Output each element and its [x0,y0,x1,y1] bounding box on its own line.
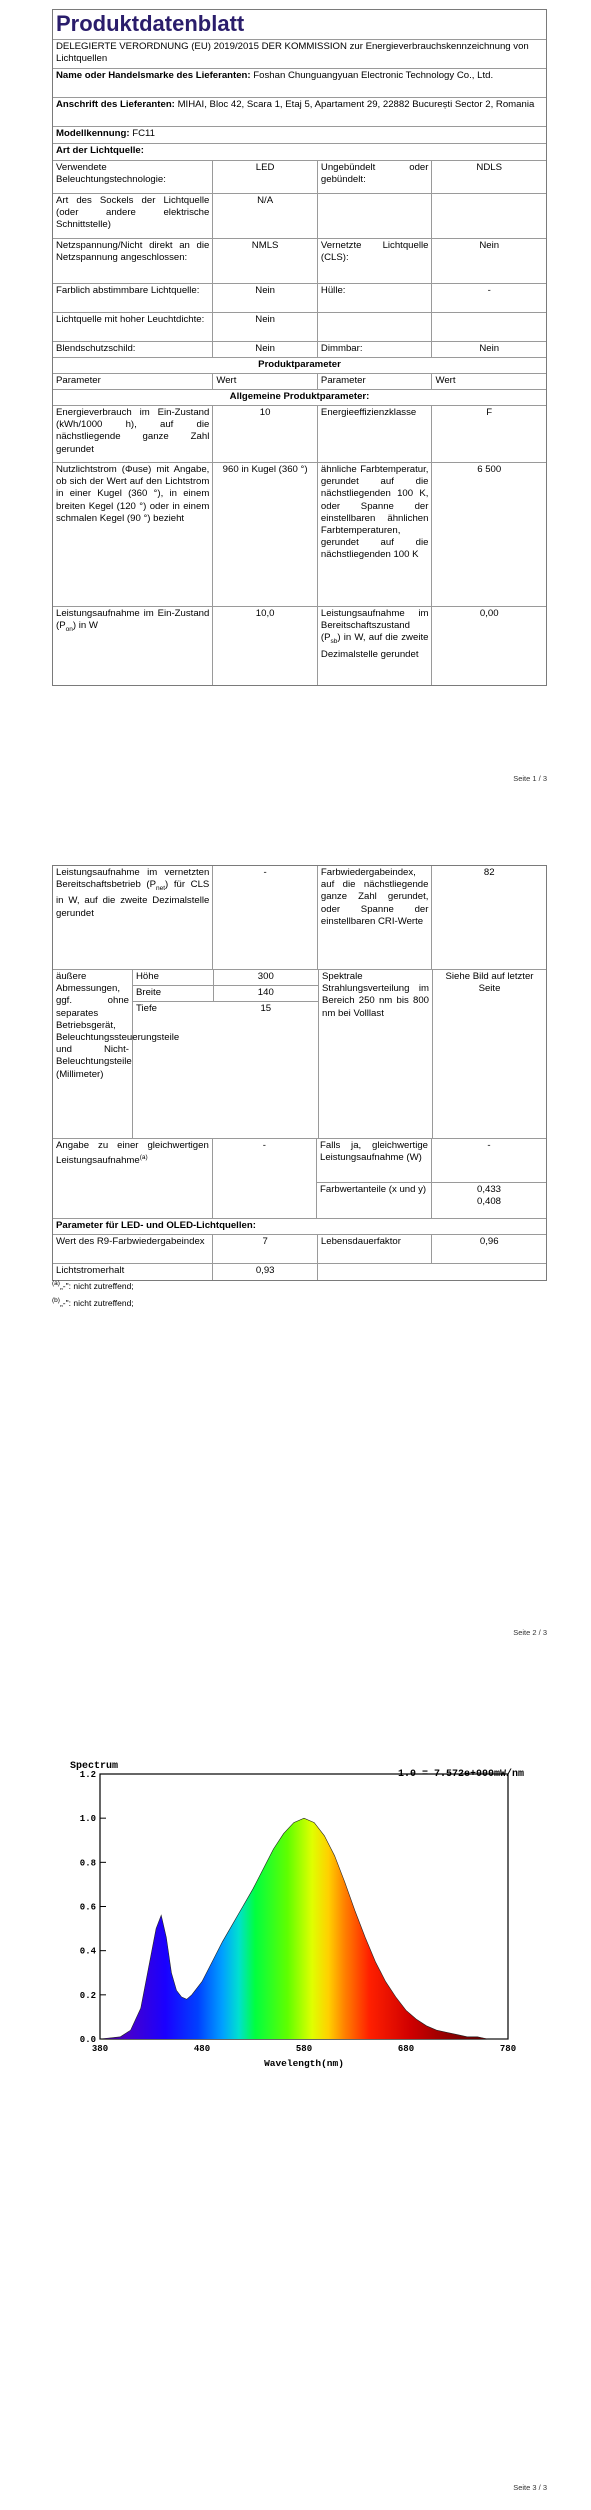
type-label: Art des Sockels der Lichtquelle (oder andere elektrische Schnittstelle) [53,194,213,238]
type-value: Nein [479,240,500,251]
dimensions-label: äußere Abmessungen, ggf. ohne separates Betriebsgerät, Beleuchtungssteuerungsteile und Nicht-Beleuchtungsteile (Millimeter) [53,970,133,1138]
type-value: Nein [213,284,318,312]
params-header-row [53,374,546,390]
dimension-value: 140 [257,987,274,998]
param-label: Lichtstromerhalt [53,1264,213,1280]
type-label: Hülle: [318,284,433,312]
param-label: Energieeffizienzklasse [318,406,433,462]
type-row [53,239,546,284]
header-parameter: Parameter [318,374,433,389]
type-row [53,284,546,313]
general-params-title: Allgemeine Produktparameter: [229,391,370,402]
equivalent-value: - [213,1139,317,1218]
param-label: ähnliche Farbtemperatur, gerundet auf die nächstliegenden 100 K, oder Spanne der einstellbaren ähnlichen Farbtemperaturen, gerundet auf die nächstliegenden 100 K [318,463,433,606]
dimension-value: 300 [257,971,274,982]
dimension-item [133,970,318,986]
supplier-address-label: Anschrift des Lieferanten: [56,99,175,110]
product-data-table-1 [52,9,547,686]
dimension-value: 15 [260,1003,272,1014]
param-value: 10 [213,406,318,462]
y-tick-label: 1.2 [79,1770,96,1780]
type-value: NDLS [476,162,503,173]
type-value [432,313,546,341]
param-value: 0,96 [479,1236,499,1247]
equivalent-row [53,1139,546,1219]
param-label: Wert des R9-Farbwiedergabeindex [53,1235,213,1263]
type-row [53,194,546,239]
supplier-address-row [53,98,546,126]
supplier-name-label: Name oder Handelsmarke des Lieferanten: [56,70,251,81]
dimension-item [133,986,318,1002]
y-tick-label: 0.2 [79,1990,96,2001]
equivalent-label: Angabe zu einer gleichwertigen Leistungsaufnahme$^{(a)}$ [53,1139,213,1218]
type-label: Vernetzte Lichtquelle (CLS): [318,239,433,283]
type-value: Nein [213,313,318,341]
param-value: 960 in Kugel (360 °) [213,463,318,606]
type-label [318,194,433,238]
chromaticity-label: Farbwertanteile (x und y) [317,1183,432,1218]
chart-annotation: 1.0 = 7.572e+000mW/nm [398,1769,525,1780]
type-value: N/A [213,194,318,238]
x-tick-label: 380 [91,2044,109,2054]
param-value: F [486,407,493,418]
y-tick-label: 1.0 [79,1814,96,1825]
param-value: 0,93 [213,1264,318,1280]
x-tick-label: 580 [295,2044,313,2054]
header-value: Wert [213,374,318,389]
header-parameter: Parameter [53,374,213,389]
supplier-name-value: Foshan Chunguangyuan Electronic Technology Co., Ltd. [253,70,494,81]
chart-title: Spectrum [70,1761,119,1772]
dimension-item [133,1002,318,1018]
light-source-type-label: Art der Lichtquelle: [56,145,144,156]
type-value: Nein [479,343,500,354]
model-value: FC11 [132,128,155,139]
empty-cell [318,1264,546,1280]
param-label: Leistungsaufnahme im Bereitschaftszustand $(P_{sb})$ in W, auf die zweite Dezimalstelle gerundet [318,607,433,685]
param-label: Farbwiedergabeindex, auf die nächstliegende ganze Zahl gerundet, oder Spanne der einstellbaren CRI-Werte [318,866,433,969]
page-number: Seite 2 / 3 [513,1628,547,1637]
led-params-title: Parameter für LED- und OLED-Lichtquellen: [56,1220,256,1231]
dimension-name: Tiefe [136,1003,157,1014]
param-row [53,607,546,685]
product-data-table-2 [52,865,547,1281]
param-row [53,463,546,607]
param-label: Nutzlichtstrom (Φuse) mit Angabe, ob sich der Wert auf den Lichtstrom in einer Kugel (360 °), in einem breiten Kegel (120 °) oder in einem schmalen Kegel (90 °) bezieht [53,463,213,606]
equivalent-power-value: - [487,1140,491,1151]
y-tick-label: 0.8 [79,1858,96,1869]
y-tick-label: 0.6 [79,1902,96,1913]
y-tick-label: 0.4 [79,1946,96,1957]
param-row [53,406,546,463]
equivalent-sub [317,1139,546,1218]
param-value: 7 [213,1235,318,1263]
type-value: - [487,285,491,296]
dimensions-row [53,970,546,1139]
x-tick-label: 780 [499,2044,517,2054]
type-label: Lichtquelle mit hoher Leuchtdichte: [53,313,213,341]
page-2 [0,830,591,1660]
type-row [53,161,546,194]
dimension-name: Breite [133,986,214,1001]
supplier-address-value: MIHAI, Bloc 42, Scara 1, Etaj 5, Apartament 29, 22882 București Sector 2, Romania [177,99,535,110]
page-3 [0,1660,591,2510]
type-label: Blendschutzschild: [53,342,213,357]
param-value: 0,00 [479,608,499,619]
header-value: Wert [435,375,456,386]
param-row [53,1235,546,1264]
x-axis-label: Wavelength(nm) [264,2058,344,2069]
chromaticity-values: 0,433 0,408 [476,1184,501,1208]
param-row [53,1264,546,1280]
page-1 [0,0,591,800]
type-label: Dimmbar: [318,342,433,357]
param-row [53,866,546,970]
model-label: Modellkennung: [56,128,130,139]
type-value: Nein [213,342,318,357]
equivalent-power-label: Falls ja, gleichwertige Leistungsaufnahme (W) [317,1139,432,1182]
model-row [53,127,546,143]
footnote-a: $^{(a)}$„-": nicht zutreffend; [52,1280,134,1291]
type-label: Verwendete Beleuchtungstechnologie: [53,161,213,193]
spectral-label: Spektrale Strahlungsverteilung im Bereich 250 nm bis 800 nm bei Volllast [319,970,433,1138]
param-label: Leistungsaufnahme im Ein-Zustand $(P_{on})$ in W [53,607,213,685]
dimensions-grid [133,970,319,1138]
type-label: Netzspannung/Nicht direkt an die Netzspannung angeschlossen: [53,239,213,283]
type-row [53,313,546,342]
type-row [53,342,546,358]
param-label: Lebensdauerfaktor [318,1235,433,1263]
product-params-title: Produktparameter [258,359,341,370]
spectrum-chart [0,1754,591,2084]
spectrum-area [100,1818,508,2039]
page-number: Seite 3 / 3 [513,2483,547,2492]
y-tick-label: 0.0 [79,2035,96,2045]
param-label: Leistungsaufnahme im vernetzten Bereitschaftsbetrieb $(P_{net})$ für CLS in W, auf die zweite Dezimalstelle gerundet [53,866,213,969]
param-label: Energieverbrauch im Ein-Zustand (kWh/1000 h), auf die nächstliegende ganze Zahl gerundet [53,406,213,462]
param-value: 6 500 [477,464,502,475]
supplier-name-row [53,69,546,97]
type-value: LED [213,161,318,193]
footnote-b: $^{(b)}$„-": nicht zutreffend; [52,1297,134,1308]
type-value: NMLS [213,239,318,283]
param-value: - [213,866,318,969]
type-label [318,313,433,341]
page-title: Produktdatenblatt [56,11,245,36]
page-number: Seite 1 / 3 [513,774,547,783]
type-label: Ungebündelt oder gebündelt: [318,161,433,193]
type-value [432,194,546,238]
type-label: Farblich abstimmbare Lichtquelle: [53,284,213,312]
param-value: 10,0 [213,607,318,685]
spectral-value: Siehe Bild auf letzter Seite [445,971,534,995]
x-tick-label: 680 [397,2044,415,2054]
regulation-text: DELEGIERTE VERORDNUNG (EU) 2019/2015 DER KOMMISSION zur Energieverbrauchskennzeichnung von Lichtquellen [56,41,529,65]
param-value: 82 [483,867,495,878]
x-tick-label: 480 [193,2044,211,2054]
dimension-name: Höhe [133,970,214,985]
